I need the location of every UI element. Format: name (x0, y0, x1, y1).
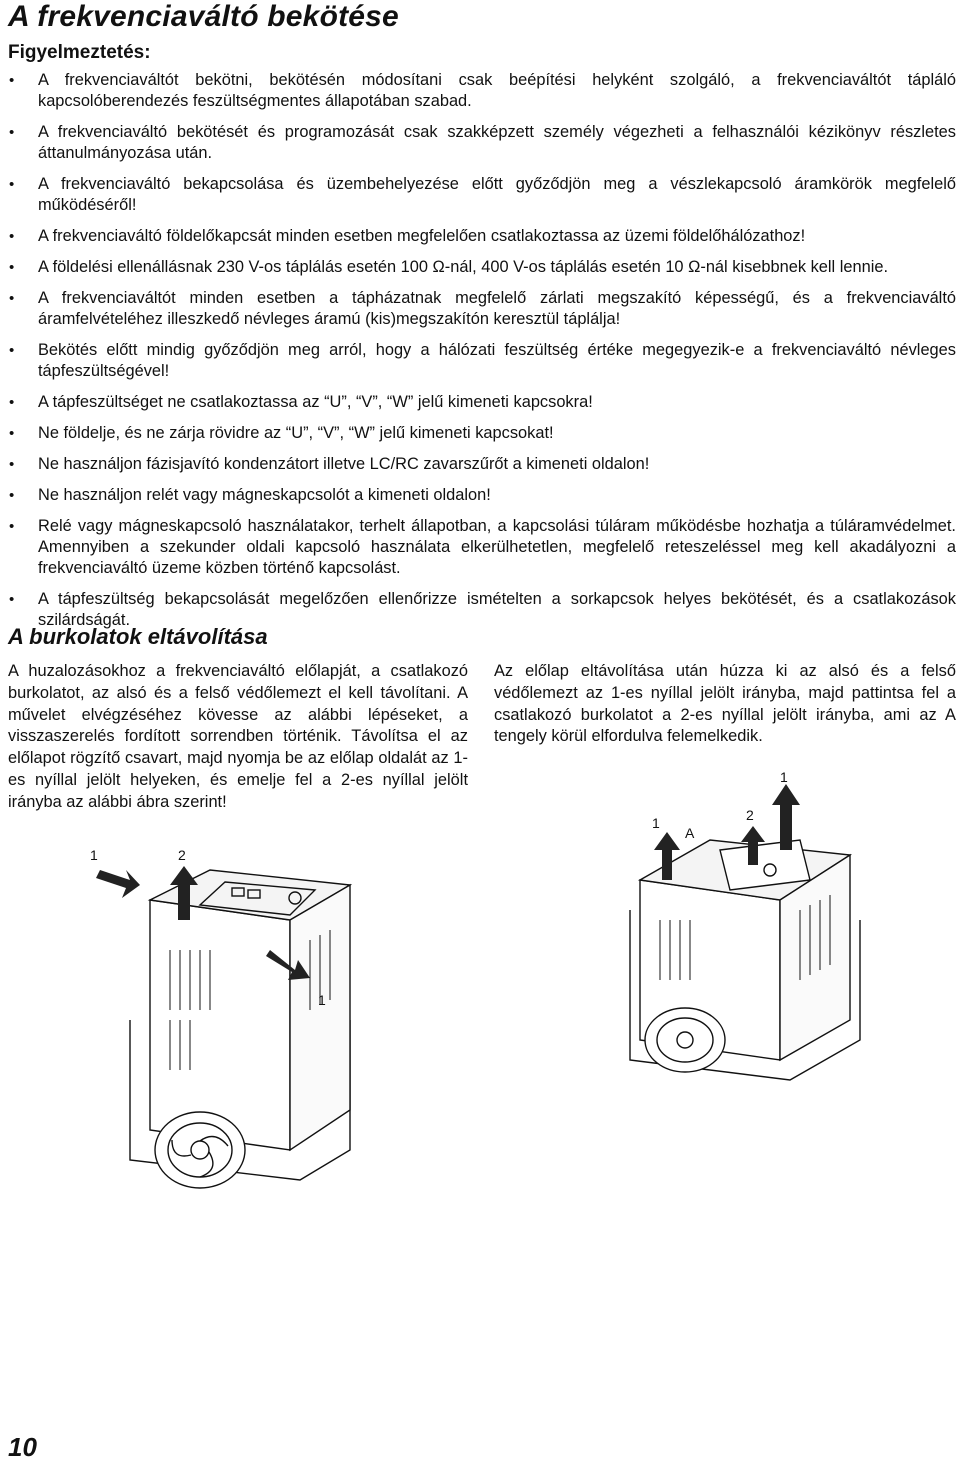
bullet-icon: • (9, 487, 15, 504)
list-item (8, 70, 956, 112)
list-item (8, 423, 956, 444)
terminal-cover-removal-figure (610, 770, 930, 1090)
list-item (8, 226, 956, 247)
right-column-text: Az előlap eltávolítása után húzza ki az alsó és a felső védőlemezt az 1-es nyíllal jelölt irányba, majd pattintsa fel a csatlakozó burkolatot a 2-es nyíllal jelölt irányba, ami az A tengely körül elfordulva felemelkedik. (494, 662, 956, 746)
left-column-text: A huzalozásokhoz a frekvenciaváltó előlapját, a csatlakozó burkolatot, az alsó és a felső védőlemezt el kell távolítani. A művelet elvégzéséhez kövesse az alábbi lépéseket, a visszaszerelés fordított sorrendben történik. Távolítsa el az előlapot rögzítő csavart, majd nyomja be az előlap oldalát az 1-es nyíllal jelölt helyeken, és emelje fel a 2-es nyíllal jelölt irányba az alábbi ábra szerint! (8, 662, 468, 811)
bullet-icon: • (9, 259, 15, 276)
arrow-1-icon (96, 870, 140, 898)
list-item (8, 392, 956, 413)
warning-text: Ne földelje, és ne zárja rövidre az “U”, “V”, “W” jelű kimeneti kapcsokat! (38, 424, 554, 442)
figure-label: A (685, 825, 695, 841)
figure-label: 1 (90, 847, 98, 863)
figure-label: 1 (652, 815, 660, 831)
list-item (8, 288, 956, 330)
figure-label: 2 (746, 807, 754, 823)
page-number: 10 (8, 1432, 37, 1462)
list-item (8, 257, 956, 278)
warning-text: A tápfeszültség bekapcsolását megelőzően ellenőrizze ismételten a sorkapcsok helyes bekötését, és a csatlakozások szilárdságát. (38, 590, 956, 629)
bullet-icon: • (9, 342, 15, 359)
inverter-drawing-right (610, 770, 930, 1090)
warning-text: A frekvenciaváltót minden esetben a tápházatnak megfelelő zárlati megszakító képességű, és a frekvenciaváltó áramfelvételéhez illeszkedő névleges áramú (kis)megszakítón keresztül táplálja! (38, 289, 956, 328)
bullet-icon: • (9, 124, 15, 141)
list-item (8, 174, 956, 216)
figure-label: 1 (318, 992, 326, 1008)
bullet-icon: • (9, 456, 15, 473)
bullet-icon: • (9, 518, 15, 535)
list-item (8, 485, 956, 506)
warning-text: Bekötés előtt mindig győződjön meg arról, hogy a hálózati feszültség értéke megegyezik-e a frekvenciaváltó névleges tápfeszültségével! (38, 341, 956, 380)
warning-text: A frekvenciaváltó bekötését és programozását csak szakképzett személy végezheti a felhasználói kézikönyv részletes áttanulmányozása után. (38, 123, 956, 162)
list-item (8, 516, 956, 579)
bullet-icon: • (9, 394, 15, 411)
front-cover-removal-figure (60, 830, 360, 1190)
section-heading: A burkolatok eltávolítása (8, 624, 268, 649)
warning-heading: Figyelmeztetés: (8, 42, 151, 63)
warning-text: Relé vagy mágneskapcsoló használatakor, terhelt állapotban, a kapcsolási túláram működésbe hozhatja a túláramvédelmet. Amennyiben a szekunder oldali kapcsoló használata elkerülhetetlen, megfelelő reteszeléssel meg kell akadályozni a frekvenciaváltó üzeme közben történő kapcsolást. (38, 517, 956, 577)
bullet-icon: • (9, 591, 15, 608)
inverter-drawing-left (60, 830, 360, 1190)
bullet-icon: • (9, 425, 15, 442)
warning-text: A tápfeszültséget ne csatlakoztassa az “U”, “V”, “W” jelű kimeneti kapcsokra! (38, 393, 593, 411)
list-item (8, 454, 956, 475)
warning-list (8, 70, 956, 641)
warning-text: A frekvenciaváltó bekapcsolása és üzembehelyezése előtt győződjön meg a vészlekapcsoló áramkörök megfelelő működéséről! (38, 175, 956, 214)
warning-text: Ne használjon relét vagy mágneskapcsolót a kimeneti oldalon! (38, 486, 491, 504)
bullet-icon: • (9, 228, 15, 245)
bullet-icon: • (9, 72, 15, 89)
bullet-icon: • (9, 176, 15, 193)
bullet-icon: • (9, 290, 15, 307)
figure-label: 1 (780, 770, 788, 785)
warning-text: A frekvenciaváltót bekötni, bekötésén módosítani csak beépítési helyként szolgáló, a frekvenciaváltót tápláló kapcsolóberendezés feszültségmentes állapotában szabad. (38, 71, 956, 110)
list-item (8, 122, 956, 164)
warning-text: A frekvenciaváltó földelőkapcsát minden esetben megfelelően csatlakoztassa az üzemi földelőhálózathoz! (38, 227, 806, 245)
warning-text: A földelési ellenállásnak 230 V-os táplálás esetén 100 Ω-nál, 400 V-os táplálás esetén 10 Ω-nál kisebbnek kell lennie. (38, 258, 889, 276)
list-item (8, 340, 956, 382)
figure-label: 2 (178, 847, 186, 863)
page-title: A frekvenciaváltó bekötése (8, 0, 399, 33)
warning-text: Ne használjon fázisjavító kondenzátort illetve LC/RC zavarszűrőt a kimeneti oldalon! (38, 455, 650, 473)
